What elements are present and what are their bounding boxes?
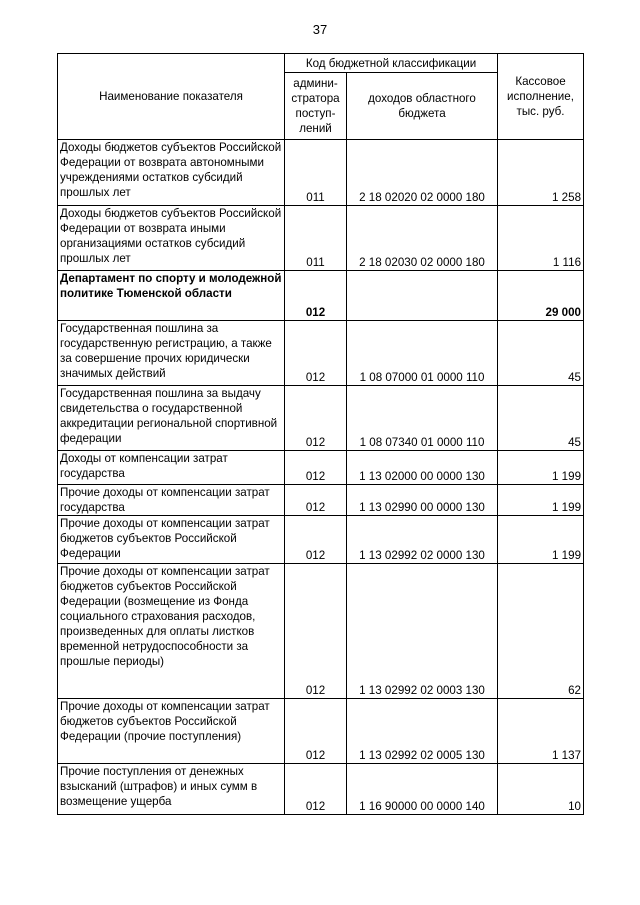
row-income-code: 1 13 02992 02 0003 130 [347, 564, 498, 699]
row-amount: 1 199 [498, 485, 584, 516]
header-name: Наименование показателя [58, 54, 285, 140]
row-admin-code: 011 [285, 140, 347, 206]
row-income-code: 1 16 90000 00 0000 140 [347, 764, 498, 815]
row-amount: 1 199 [498, 451, 584, 485]
header-code-group: Код бюджетной классификации [285, 54, 498, 73]
row-admin-code: 011 [285, 206, 347, 271]
row-amount: 1 116 [498, 206, 584, 271]
table-row [58, 451, 584, 485]
table-row [58, 699, 584, 764]
row-amount: 1 258 [498, 140, 584, 206]
row-income-code: 2 18 02020 02 0000 180 [347, 140, 498, 206]
row-name: Доходы от компенсации затрат государства [58, 451, 285, 485]
row-income-code: 1 13 02992 02 0005 130 [347, 699, 498, 764]
row-amount: 1 199 [498, 516, 584, 564]
table-row [58, 386, 584, 451]
row-income-code: 2 18 02030 02 0000 180 [347, 206, 498, 271]
row-income-code [347, 271, 498, 321]
row-admin-code: 012 [285, 386, 347, 451]
row-amount: 29 000 [498, 271, 584, 321]
table-row [58, 206, 584, 271]
row-income-code: 1 13 02990 00 0000 130 [347, 485, 498, 516]
row-name: Доходы бюджетов субъектов Российской Федерации от возврата автономными учреждениями остатков субсидий прошлых лет [58, 140, 285, 206]
table-row [58, 271, 584, 321]
row-amount: 1 137 [498, 699, 584, 764]
table-row [58, 321, 584, 386]
row-name: Прочие доходы от компенсации затрат государства [58, 485, 285, 516]
table-body [58, 140, 584, 815]
row-name: Прочие доходы от компенсации затрат бюджетов субъектов Российской Федерации (возмещение из Фонда социального страхования расходов, произведенных для оплаты листков временной нетрудоспособности за прошлые периоды) [58, 564, 285, 699]
row-admin-code: 012 [285, 451, 347, 485]
row-amount: 10 [498, 764, 584, 815]
row-income-code: 1 08 07000 01 0000 110 [347, 321, 498, 386]
row-amount: 45 [498, 321, 584, 386]
row-name: Прочие поступления от денежных взысканий (штрафов) и иных сумм в возмещение ущерба [58, 764, 285, 815]
row-admin-code: 012 [285, 485, 347, 516]
row-admin-code: 012 [285, 321, 347, 386]
row-amount: 62 [498, 564, 584, 699]
table-row [58, 764, 584, 815]
row-admin-code: 012 [285, 271, 347, 321]
row-name: Доходы бюджетов субъектов Российской Федерации от возврата иными организациями остатков субсидий прошлых лет [58, 206, 285, 271]
page-number: 37 [312, 22, 328, 37]
row-name: Государственная пошлина за государственную регистрацию, а также за совершение прочих юридически значимых действий [58, 321, 285, 386]
header-amount: Кассовое исполнение, тыс. руб. [498, 54, 584, 140]
row-income-code: 1 13 02992 02 0000 130 [347, 516, 498, 564]
row-income-code: 1 13 02000 00 0000 130 [347, 451, 498, 485]
row-amount: 45 [498, 386, 584, 451]
row-admin-code: 012 [285, 764, 347, 815]
row-name: Прочие доходы от компенсации затрат бюджетов субъектов Российской Федерации [58, 516, 285, 564]
row-income-code: 1 08 07340 01 0000 110 [347, 386, 498, 451]
header-income-code: доходов областного бюджета [347, 73, 498, 140]
table-row [58, 140, 584, 206]
row-admin-code: 012 [285, 516, 347, 564]
row-admin-code: 012 [285, 564, 347, 699]
table-row [58, 485, 584, 516]
row-name: Прочие доходы от компенсации затрат бюджетов субъектов Российской Федерации (прочие поступления) [58, 699, 285, 764]
table-row [58, 564, 584, 699]
row-admin-code: 012 [285, 699, 347, 764]
row-name: Департамент по спорту и молодежной политике Тюменской области [58, 271, 285, 321]
row-name: Государственная пошлина за выдачу свидетельства о государственной аккредитации региональной спортивной федерации [58, 386, 285, 451]
header-admin: админи-стратора поступ-лений [285, 73, 347, 140]
budget-table [57, 53, 584, 815]
table-row [58, 516, 584, 564]
